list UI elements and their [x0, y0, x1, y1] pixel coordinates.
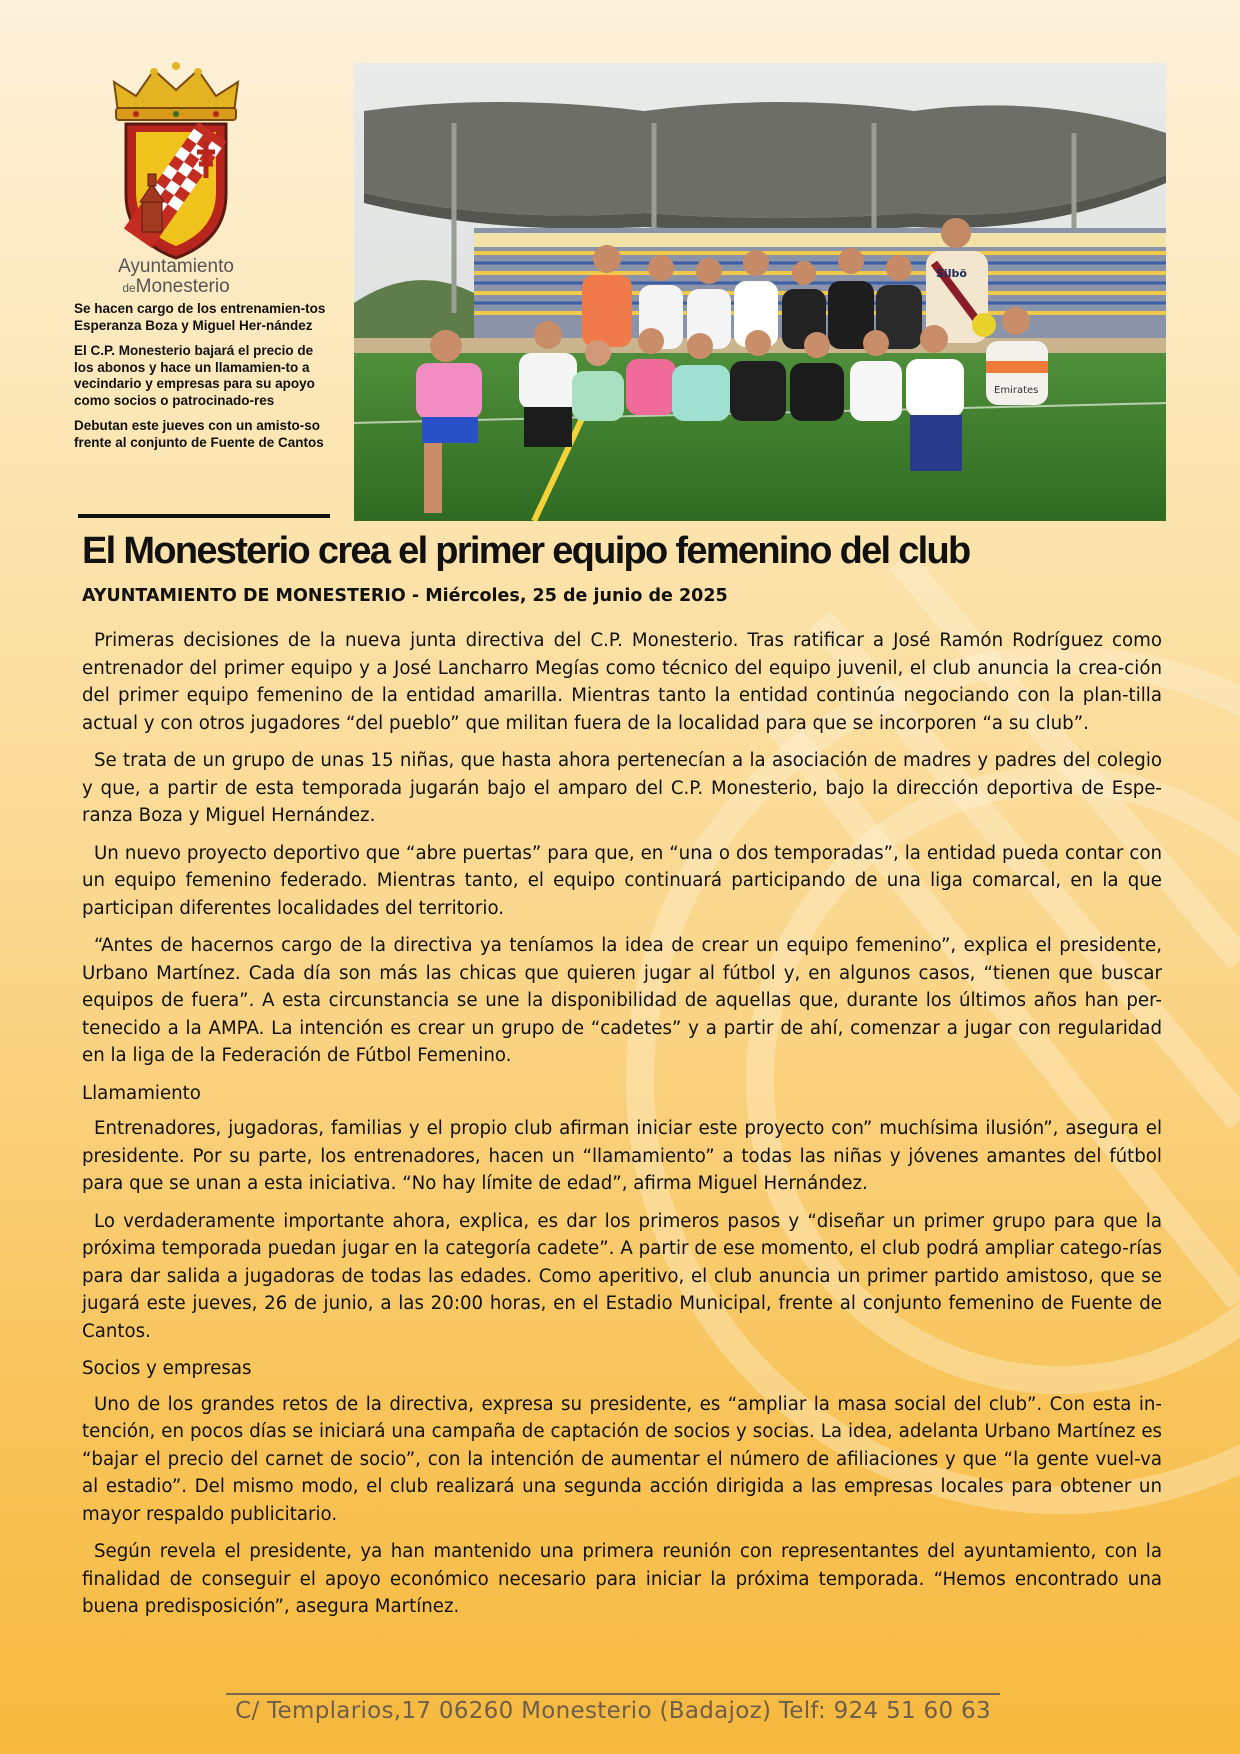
article-paragraph: “Antes de hacernos cargo de la directiva ya teníamos la idea de crear un equipo femenino”, explica el presidente, Urbano Martínez. Cada día son más las chicas que quieren jugar al fútbol y, en algunos casos, “tienen que buscar equipos de fuera”. A esta circunstancia se une la disponibilidad de aquellas que, durante los últimos años han per-tenecido a la AMPA. La intención es crear un grupo de “cadetes” y a partir de ahí, comenzar a jugar con regularidad en la liga de la Federación de Fútbol Femenino.: [82, 935, 1162, 1066]
logo-text-ayuntamiento: Ayuntamiento: [118, 256, 234, 277]
article-paragraph: Entrenadores, jugadoras, familias y el propio club afirman iniciar este proyecto con” muchísima ilusión”, asegura el presidente. Por su parte, los entrenadores, hacen un “llamamiento” a todas las niñas y jóvenes amantes del fútbol para que se unan a esta iniciativa. “No hay límite de edad”, afirma Miguel Hernández.: [82, 1118, 1162, 1194]
article-paragraph: Según revela el presidente, ya han mantenido una primera reunión con representantes del ayuntamiento, con la finalidad de conseguir el apoyo económico necesario para iniciar la próxima temporada. “Hemos encontrado una buena predisposición”, asegura Martínez.: [82, 1541, 1162, 1617]
svg-text:Emirates: Emirates: [994, 385, 1039, 396]
article-paragraph: Primeras decisiones de la nueva junta directiva del C.P. Monesterio. Tras ratificar a José Ramón Rodríguez como entrenador del primer equipo y a José Lancharro Megías como técnico del equipo juvenil, el club anuncia la crea-ción del primer equipo femenino de la entidad amarilla. Mientras tanto la entidad continúa negociando con la plan-tilla actual y con otros jugadores “del pueblo” que militan fuera de la localidad para que se incorporen “a su club”.: [82, 630, 1162, 734]
logo-text-monesterio: deMonesterio: [122, 276, 230, 297]
article-byline: AYUNTAMIENTO DE MONESTERIO - Miércoles, 25 de junio de 2025: [82, 586, 728, 606]
summary-item: Se hacen cargo de los entrenamien-tos Esperanza Boza y Miguel Her-nández: [74, 301, 326, 333]
summary-item: El C.P. Monesterio bajará el precio de los abonos y hace un llamamien-to a vecindario y empresas para su apoyo como socios o patrocinado-res: [74, 343, 315, 408]
article-headline: El Monesterio crea el primer equipo femenino del club: [82, 530, 970, 572]
footer-divider: [226, 1693, 1000, 1695]
article-paragraph: Se trata de un grupo de unas 15 niñas, que hasta ahora pertenecían a la asociación de madres y padres del colegio y que, a partir de esta temporada jugarán bajo el amparo del C.P. Monesterio, bajo la dirección deportiva de Espe-ranza Boza y Miguel Hernández.: [82, 750, 1162, 826]
sidebar-divider: [78, 514, 330, 518]
article-paragraph: Uno de los grandes retos de la directiva, expresa su presidente, es “ampliar la masa social del club”. Con esta in-tención, en pocos días se iniciará una campaña de captación de socios y socias. La idea, adelanta Urbano Martínez es “bajar el precio del carnet de socio”, con la intención de aumentar el número de afiliaciones y que “la gente vuel-va al estadio”. Del mismo modo, el club realizará una segunda acción dirigida a las empresas locales para obtener un mayor respaldo publicitario.: [82, 1393, 1162, 1525]
svg-text:Silbö: Silbö: [936, 267, 967, 280]
summary-item: Debutan este jueves con un amisto-so frente al conjunto de Fuente de Cantos: [74, 418, 324, 450]
article-subheading: Socios y empresas: [82, 1358, 252, 1379]
article-subheading: Llamamiento: [82, 1082, 201, 1104]
article-paragraph: Lo verdaderamente importante ahora, explica, es dar los primeros pasos y “diseñar un primer grupo para que la próxima temporada puedan jugar en la categoría cadete”. A partir de ese momento, el club podrá ampliar catego-rías para dar salida a jugadoras de todas las edades. Como aperitivo, el club anuncia un primer partido amistoso, que se jugará este jueves, 26 de junio, a las 20:00 horas, en el Estadio Municipal, frente al conjunto femenino de Fuente de Cantos.: [82, 1210, 1162, 1342]
sidebar-summary: [74, 301, 334, 460]
article-paragraph: Un nuevo proyecto deportivo que “abre puertas” para que, en “una o dos temporadas”, la entidad pueda contar con un equipo femenino federado. Mientras tanto, el equipo continuará participando de una liga comarcal, en la que participan diferentes localidades del territorio.: [82, 842, 1162, 919]
article-body: [82, 627, 1162, 1631]
team-photo: [354, 63, 1166, 521]
footer-address: C/ Templarios,17 06260 Monesterio (Badajoz) Telf: 924 51 60 63: [235, 1698, 991, 1724]
